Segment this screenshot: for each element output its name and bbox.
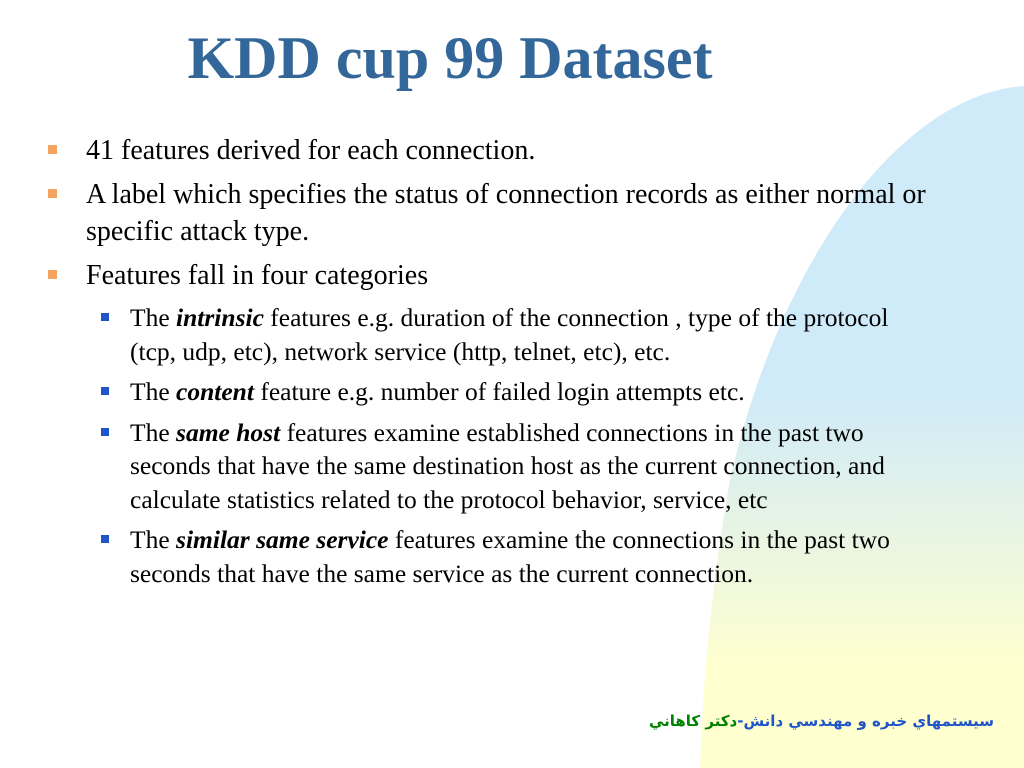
sub-bullet-same-host: [48, 416, 928, 517]
square-bullet-icon: [101, 535, 109, 543]
sub-bullet-keyword: content: [176, 377, 254, 406]
sub-bullet-keyword: similar same service: [176, 525, 389, 554]
bullet-text: A label which specifies the status of connection records as either normal or specific attack type.: [86, 179, 926, 247]
bullet-item-categories: [48, 257, 928, 294]
sub-bullet-intrinsic: [48, 301, 928, 368]
footer-course-credit: [649, 712, 994, 730]
bullet-list: [48, 132, 928, 597]
square-bullet-icon: [101, 387, 109, 395]
bullet-item-features-count: [48, 132, 928, 169]
sub-bullet-rest: features e.g. duration of the connection , type of the protocol (tcp, udp, etc), network service (http, telnet, etc), etc.: [130, 303, 889, 366]
square-bullet-icon: [48, 270, 57, 279]
bullet-item-label: [48, 176, 928, 250]
sub-bullet-keyword: intrinsic: [176, 303, 264, 332]
bullet-text: 41 features derived for each connection.: [86, 135, 536, 166]
square-bullet-icon: [101, 313, 109, 321]
sub-bullet-prefix: The: [130, 525, 170, 554]
page-title: KDD cup 99 Dataset: [187, 25, 713, 91]
square-bullet-icon: [48, 145, 57, 154]
square-bullet-icon: [101, 428, 109, 436]
sub-bullet-rest: feature e.g. number of failed login attempts etc.: [260, 377, 745, 406]
sub-bullet-prefix: The: [130, 417, 170, 447]
bullet-text: Features fall in four categories: [86, 260, 429, 291]
sub-bullet-content: [48, 375, 928, 409]
sub-bullet-rest: features examine established connections in the past two seconds that have the same destination host as the current connection, and calculate statistics related to the protocol behavior, service, etc: [130, 417, 885, 514]
sub-bullet-keyword: same host: [176, 417, 281, 447]
sub-bullet-prefix: The: [130, 377, 170, 406]
sub-bullet-rest: features examine the connections in the past two seconds that have the same service as the current connection.: [130, 525, 890, 588]
footer-author-name: دكتر كاهاني: [648, 712, 738, 730]
square-bullet-icon: [48, 189, 57, 198]
sub-bullet-similar-same-service: [48, 523, 928, 590]
footer-course-name: سيستمهاي خبره و مهندسي دانش-: [737, 712, 994, 730]
sub-bullet-prefix: The: [130, 303, 170, 332]
